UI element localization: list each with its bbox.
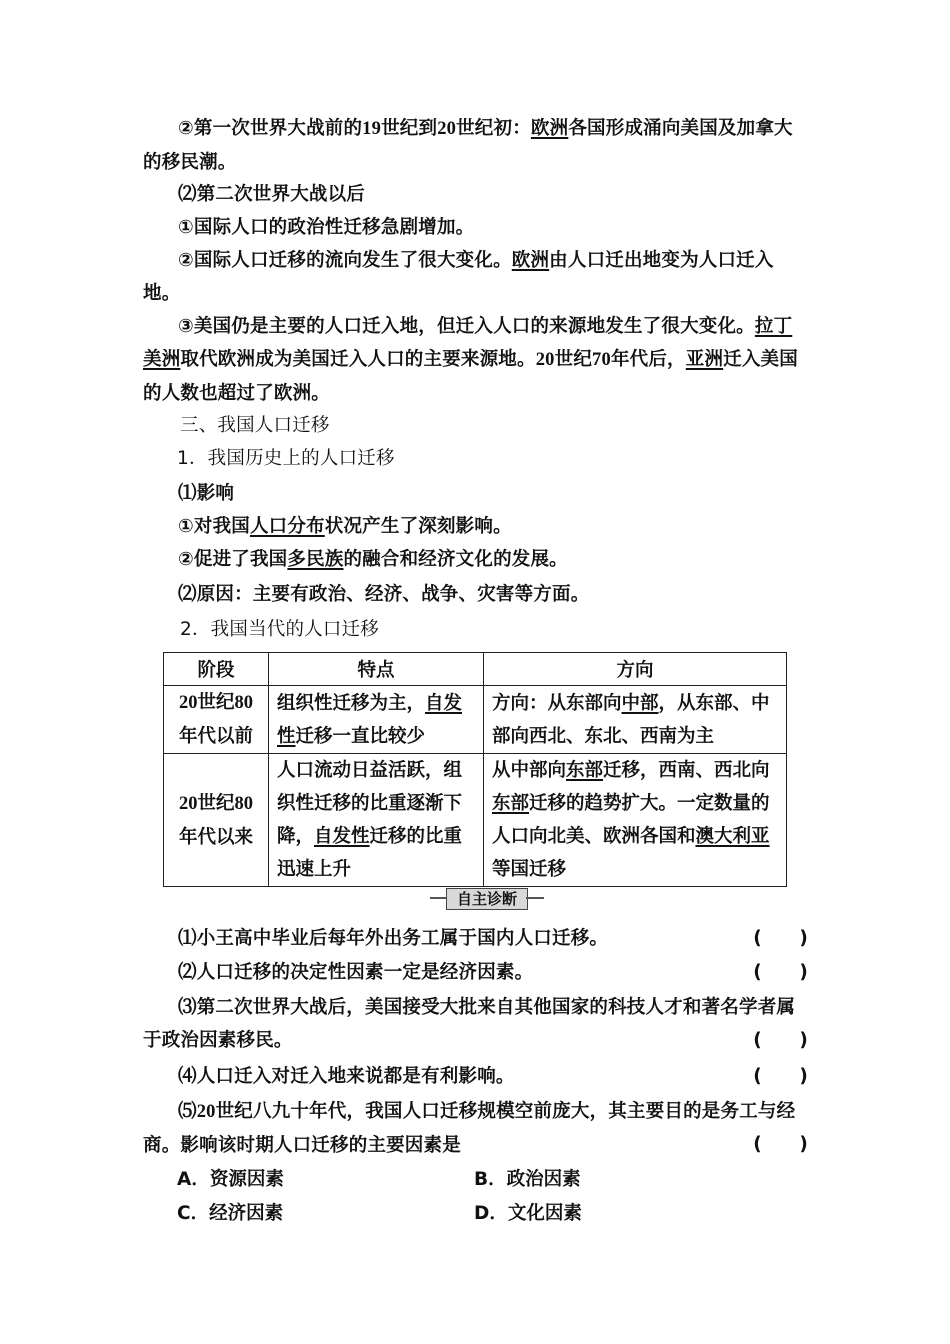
header-direction: 方向 — [484, 653, 787, 686]
subheading-contemporary: 2．我国当代的人口迁移 — [180, 619, 379, 640]
answer-blank: ( ) — [753, 928, 808, 949]
table-row — [164, 686, 787, 754]
answer-blank: ( ) — [753, 1066, 808, 1087]
subheading-history: 1．我国历史上的人口迁移 — [177, 448, 395, 469]
banner-line-right — [526, 897, 544, 899]
underline-latin-america: 拉丁美洲 — [143, 316, 793, 370]
underline-europe-2: 欧洲 — [511, 250, 550, 271]
banner-label: 自主诊断 — [446, 888, 528, 910]
table-row — [164, 754, 787, 887]
self-diagnosis-banner — [430, 886, 544, 910]
heading-impact: ⑴影响 — [178, 483, 235, 504]
underline-population-distribution: 人口分布 — [249, 516, 325, 537]
paragraph-usa-source: ③美国仍是主要的人口迁入地，但迁入人口的来源地发生了很大变化。拉丁美洲取代欧洲成为美国迁入人口的主要来源地。20世纪70年代后，亚洲迁入美国的人数也超过了欧洲。 — [143, 316, 798, 404]
impact-item-1: ①对我国人口分布状况产生了深刻影响。 — [178, 516, 512, 537]
header-stage: 阶段 — [164, 653, 269, 686]
table-header-row — [164, 653, 787, 686]
question-4: ⑷人口迁入对迁入地来说都是有利影响。 ( ) — [143, 1060, 808, 1093]
underline-europe: 欧洲 — [530, 118, 569, 139]
underline-multi-ethnic: 多民族 — [287, 549, 344, 570]
question-3: ⑶第二次世界大战后，美国接受大批来自其他国家的科技人才和著名学者属于政治因素移民。 — [143, 997, 796, 1051]
answer-blank: ( ) — [753, 962, 808, 983]
option-c: C．经济因素 — [177, 1203, 284, 1224]
question-5: ⑸20世纪八九十年代，我国人口迁移规模空前庞大，其主要目的是务工与经商。影响该时期人口迁移的主要因素是 — [143, 1101, 796, 1156]
question-2: ⑵人口迁移的决定性因素一定是经济因素。 ( ) — [143, 956, 808, 989]
cell-feature-before-80s: 组织性迁移为主，自发性迁移一直比较少 — [269, 686, 484, 754]
option-a: A．资源因素 — [177, 1169, 284, 1190]
answer-blank-q3: ( ) — [753, 1030, 808, 1051]
migration-table — [163, 652, 787, 887]
option-b: B．政治因素 — [474, 1169, 581, 1190]
paragraph-ww1-migration: ②第一次世界大战前的19世纪到20世纪初：欧洲各国形成涌向美国及加拿大的移民潮。 — [143, 118, 793, 173]
cell-direction-before-80s: 方向：从东部向中部，从东部、中部向西北、东北、西南为主 — [484, 686, 787, 754]
option-d: D．文化因素 — [474, 1203, 582, 1224]
cell-feature-since-80s: 人口流动日益活跃，组织性迁移的比重逐渐下降，自发性迁移的比重迅速上升 — [269, 754, 484, 887]
header-feature: 特点 — [269, 653, 484, 686]
paragraph-migration-flow: ②国际人口迁移的流向发生了很大变化。欧洲由人口迁出地变为人口迁入地。 — [143, 250, 774, 304]
cell-stage-since-80s: 20世纪80 年代以来 — [164, 754, 269, 887]
impact-item-2: ②促进了我国多民族的融合和经济文化的发展。 — [178, 549, 568, 570]
question-1: ⑴小王高中毕业后每年外出务工属于国内人口迁移。 ( ) — [143, 922, 808, 955]
answer-blank-q5: ( ) — [753, 1134, 808, 1155]
underline-asia: 亚洲 — [685, 349, 724, 370]
paragraph-political-migration: ①国际人口的政治性迁移急剧增加。 — [178, 217, 475, 238]
paragraph-causes: ⑵原因：主要有政治、经济、战争、灾害等方面。 — [178, 584, 590, 605]
section-title-china-migration: 三、我国人口迁移 — [180, 415, 330, 436]
cell-direction-since-80s: 从中部向东部迁移，西南、西北向东部迁移的趋势扩大。一定数量的人口向北美、欧洲各国和澳大利亚等国迁移 — [484, 754, 787, 887]
heading-after-ww2: ⑵第二次世界大战以后 — [178, 184, 366, 205]
cell-stage-before-80s: 20世纪80 年代以前 — [164, 686, 269, 754]
